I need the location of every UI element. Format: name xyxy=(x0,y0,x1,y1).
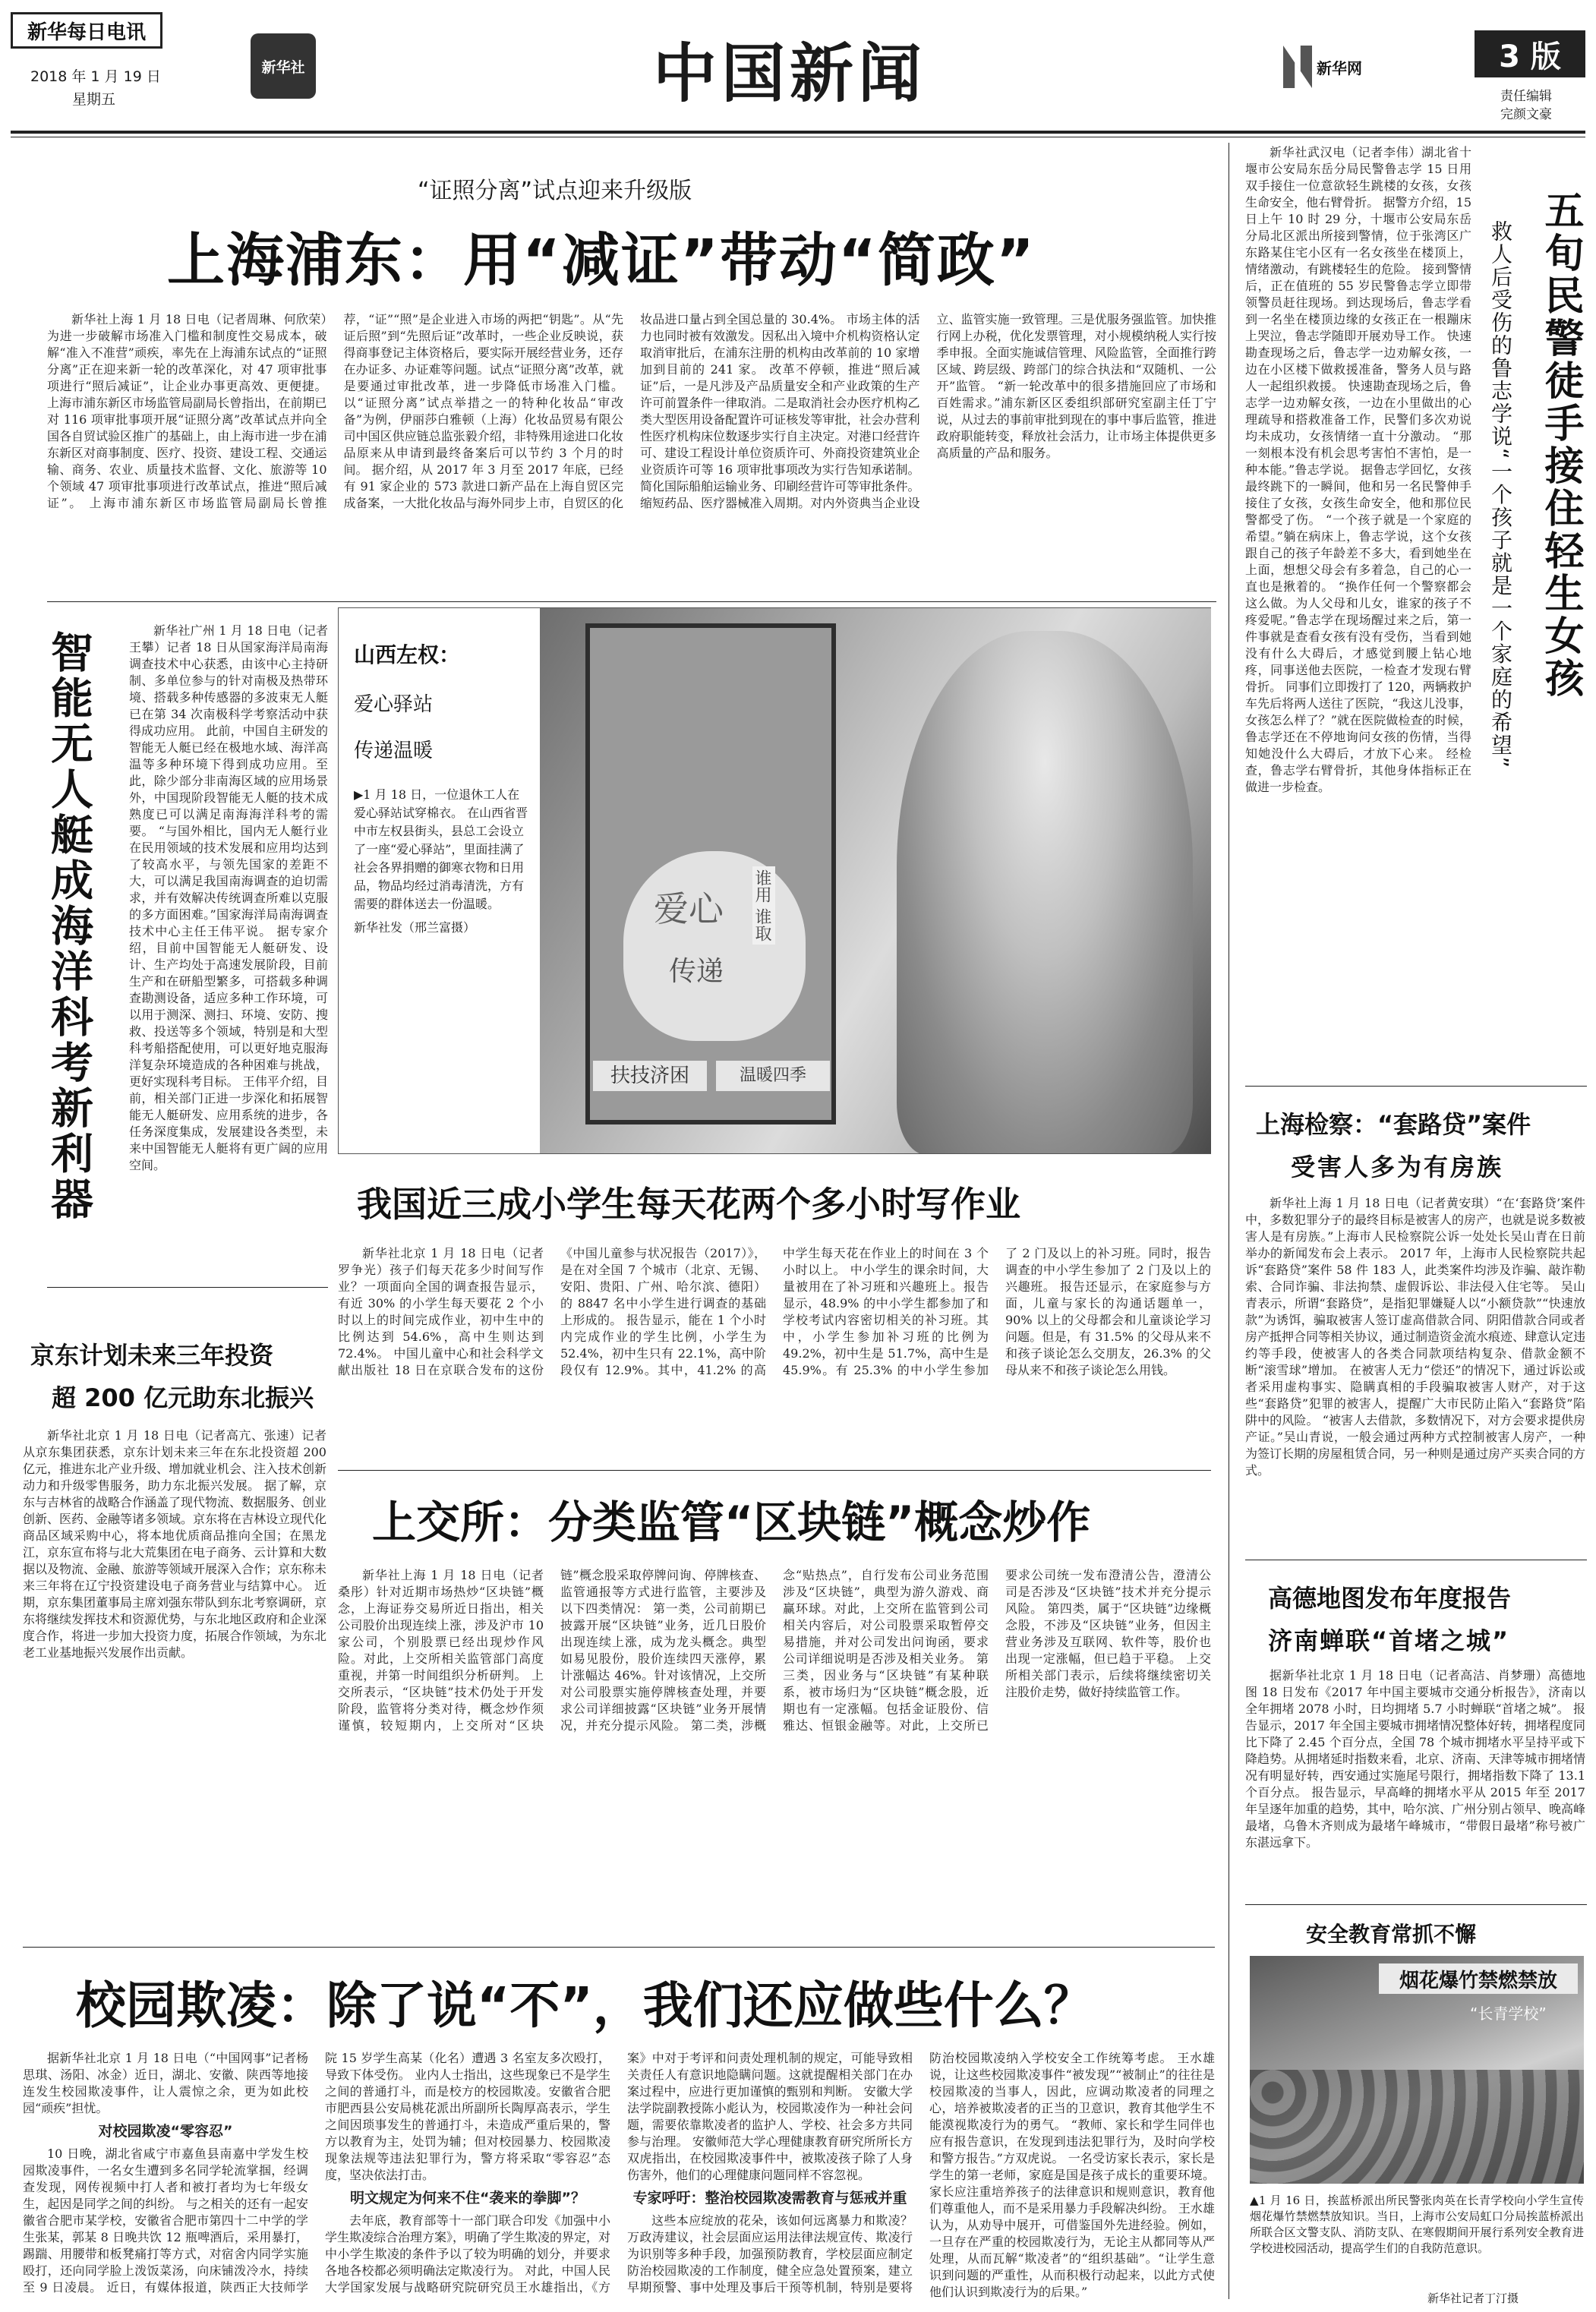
sign-text-1: 爱心 xyxy=(654,888,724,929)
police-kicker: 救人后受伤的鲁志学说“一个孩子就是一个家庭的希望” xyxy=(1488,220,1513,770)
photo-line1: 爱心驿站 xyxy=(354,693,434,716)
loan-body: 新华社上海 1 月 18 日电（记者黄安琪）“在‘套路贷’案件中，多数犯罪分子的最终目标是被害人的房产，也就是说多数被害人是有房族。”上海市人民检察院公诉一处处长吴山青在日前举办的新闻发布会上表示。 2017 年，上海市人民检察院共起诉“套路贷”案件 58 件 183 人，此类案件均涉及诈骗、敲诈勒索、合同诈骗、非法拘禁、虚假诉讼、非法侵入住宅等。 吴山青表示，所谓“套路贷”，是指犯罪嫌疑人以“小额贷款”“快速放款”为诱饵，骗取被害人签订虚高借款合同、阴阳借款合同或者房产抵押合同等相关协议，通过制造资金流水痕迹、肆意认定违约等手段，使被害人的各类合同款项结构复杂、借款金额不断“滚雪球”增加。 在被害人无力“偿还”的情况下，通过诉讼或者采用虚构事实、隐瞒真相的手段骗取被害人财产，对于这些“套路贷”犯罪的被害人，提醒广大市民防止陷入“套路贷”陷阱中的风险。 “被害人去借款，多数情况下，对方会要求提供房产证。”吴山青说，一般会通过两种方式控制被害人房产，一种为签订长期的房屋租赁合同，另一种则是通过房产买卖合同的方式。 xyxy=(1245,1196,1585,1478)
bullying-sub-2: 明文规定为何来不住“袭来的拳脚”？ xyxy=(350,2190,585,2206)
lead-headline: 上海浦东：用“减证”带动“简政” xyxy=(167,226,1036,294)
photo-elderly-man xyxy=(540,608,1211,1153)
xinhuanet-logo xyxy=(1283,39,1367,94)
photo-credit: 新华社发（邢兰富摄） xyxy=(354,920,476,935)
map-body: 据新华社北京 1 月 18 日电（记者高洁、肖梦珊）高德地图 18 日发布《2017 年中国主要城市交通分析报告》，济南以全年拥堵 2078 小时，日均拥堵 5.7 小时蝉联“首堵之城”。 报告显示，2017 年全国主要城市拥堵情况整体好转，拥堵程度同比下降了 2.45 个百分点，全国 78 个城市拥堵水平呈持平或下降趋势。从拥堵延时指数来看，北京、济南、天津等城市拥堵情况有明显好转，西安通过实施尾号限行，拥堵指数下降了 13.1 个百分点。 报告显示，早高峰的拥堵水平从 2015 年至 2017 年呈逐年加重的趋势，其中，哈尔滨、广州分别占领早、晚高峰最堵，乌鲁木齐则成为最堵午峰城市，“带假日最堵”称号被广东湛远拿下。 xyxy=(1245,1668,1585,1850)
editor-label: 责任编辑 xyxy=(1500,89,1552,104)
safety-credit: 新华社记者丁汀摄 xyxy=(1427,2291,1519,2305)
photo-caption: ▶1 月 18 日，一位退休工人在爱心驿站试穿棉衣。 在山西省晋中市左权县街头，县总工会设立了一座“爱心驿站”，里面挂满了社会各界捐赠的御寒衣物和日用品，物品均经过消毒清洗，方有需要的群体送去一份温暖。 xyxy=(354,787,528,911)
news-logo-text: 新华网 xyxy=(1317,58,1362,77)
homework-body: 新华社北京 1 月 18 日电（记者罗争光）孩子们每天花多少时间写作业？一项面向全国的调查报告显示，有近 30% 的小学生每天要花 2 个小时以上的时间完成作业，初中生中的比例达到 54.6%，高中生则达到 72.4%。 中国儿童中心和社会科学文献出版社 18 日在京联合发布的这份《中国儿童参与状况报告（2017）》，是在对全国 7 个城市（北京、无锡、安阳、贵阳、广州、哈尔滨、德阳）的 8847 名中小学生进行调查的基础上形成的。 报告显示，能在 1 个小时内完成作业的学生比例，小学生为 52.4%，初中生只有 22.1%，高中阶段仅有 12.9%。其中，41.2% 的高中学生每天花在作业上的时间在 3 个小时以上。 中小学生的课余时间，大量被用在了补习班和兴趣班上。报告显示，48.9% 的中小学生都参加了和学校考试内容密切相关的补习班。其中，小学生参加补习班的比例为 49.2%，初中生是 51.7%，高中生是 45.9%。有 25.3% 的中小学生参加了 2 门及以上的补习班。同时，报告调查的中小学生参加了 2 门及以上的兴趣班。 报告还显示，在家庭参与方面，儿童与家长的沟通话题单一，90% 以上的父母都会和儿童谈论学习问题。但是，有 31.5% 的父母从来不和孩子谈论怎么交朋友，26.3% 的父母从来不和孩子谈论怎么用钱。 xyxy=(338,1246,1211,1377)
rule-police-bottom xyxy=(1245,1086,1587,1087)
rule-drone-bottom xyxy=(47,1287,328,1288)
section-title: 中国新闻 xyxy=(653,36,927,111)
lead-body: 新华社上海 1 月 18 日电（记者周琳、何欣荣）为进一步破解市场准入门槛和制度性交易成本，破解“准入不准营”顽疾，率先在上海浦东试点的“证照分离”正在迎来新一轮的改革深化，对 47 项审批事项进行“照后减证”，让企业办事更高效、更便捷。 上海市浦东新区市场监管局副局长曾指出，在前期已对 116 项审批事项开展“证照分离”改革试点并向全国各自贸试验区推广的基础上，由上海市进一步在浦东新区对商事制度、医疗、投资、建设工程、交通运输、商务、农业、质量技术监督、文化、旅游等 10 个领域 47 项审批事项进行改革试点，推进“照后减证”。 上海市浦东新区市场监管局副局长曾推荐，“证”“照”是企业进入市场的两把“钥匙”。从“先证后照”到“先照后证”改革时，一些企业反映说，获得商事登记主体资格后，要实际开展经营业务，还存在办证多、办证难等问题。试点“证照分离”改革，就是要通过审批改革，进一步降低市场准入门槛。 以“证照分离”试点举措之一的特种化妆品“审改备”为例，伊丽莎白雅顿（上海）化妆品贸易有限公司中国区供应链总监张毅介绍，非特殊用途进口化妆品原来从申请到最终备案后可以节约 3 个月的时间。 据介绍，从 2017 年 3 月至 2017 年底，已经有 91 家企业的 573 款进口新产品在上海自贸区完成备案，一大批化妆品与海外同步上市，自贸区的化妆品进口量占到全国总量的 30.4%。 市场主体的活力也同时被有效激发。因私出入境中介机构资格认定取消审批后，在浦东注册的机构由改革前的 10 家增加到目前的 241 家。 改革不停顿，推进“照后减证”后，一是凡涉及产品质量安全和产业政策的生产许可前置条件一律取消。二是取消社会办医疗机构乙类大型医用设备配置许可证核发等审批，社会办营利性医疗机构床位数逐步实行自主决定。对港口经营许可、建设工程设计单位资质许可、外商投资建筑业企业资质许可等 16 项审批事项改为实行告知承诺制。简化国际船舶运输业务、印刷经营许可等审批条件。缩短药品、医疗器械准入周期。对内外资典当企业设立、监管实施一致管理。三是优服务强监管。加快推行网上办税，优化发票管理，对小规模纳税人实行按季申报。全面实施诚信管理、风险监管，全面推行跨区域、跨层级、跨部门的综合执法和“双随机、一公开”监管。 “新一轮改革中的很多措施回应了市场和百姓需求。”浦东新区区委组织部研究室副主任丁宁说，从过去的事前审批到现在的事中事后监管，推进政府职能转变，释放社会活力，让市场主体提供更多高质量的产品和服务。 xyxy=(47,312,1216,510)
photo-caption-panel xyxy=(354,639,528,1124)
jd-headline-2: 超 200 亿元助东北振兴 xyxy=(52,1383,314,1412)
loan-headline-2: 受害人多为有房族 xyxy=(1291,1153,1504,1181)
lead-kicker: “证照分离”试点迎来升级版 xyxy=(418,178,692,204)
blockchain-body: 新华社上海 1 月 18 日电（记者桑彤）针对近期市场热炒“区块链”概念，上海证券交易所近日指出，相关公司股价出现连续上涨，涉及沪市 10 家公司，个别股票已经出现炒作风险。对此，上交所相关监管部门高度重视，并第一时间组织分析研判。 上交所表示，“区块链”技术仍处于开发阶段，监管将分类对待，概念炒作须谨慎，较短期内，上交所对“区块链”概念股采取停牌问询、停牌核查、监管通报等方式进行监管，主要涉及以下四类情况： 第一类，公司前期已披露开展“区块链”业务，近几日股价出现连续上涨，成为龙头概念。典型如易见股份，股价连续四天涨停，累计涨幅达 46%。针对该情况，上交所对公司股票实施停牌核查处理，并要求公司详细披露“区块链”业务开展情况，并充分提示风险。 第二类，涉概念“贴热点”，自行发布公司业务范围涉及“区块链”，典型为游久游戏、商赢环球。对此，上交所在监管到公司相关内容后，对公司股票采取暂停交易措施，并对公司发出问询函，要求公司详细说明是否涉及相关业务。 第三类，因业务与“区块链”有某种联系，被市场归为“区块链”概念股，近期也有一定涨幅。包括金证股份、信雅达、恒银金融等。对此，上交所已要求公司统一发布澄清公告，澄清公司是否涉及“区块链”技术并充分提示风险。 第四类，属于“区块链”边缘概念股，不涉及“区块链”业务，但因主营业务涉及互联网、软件等，股价也出现一定涨幅，但已趋于平稳。 上交所相关部门表示，后续将继续密切关注股价走势，做好持续监管工作。 xyxy=(338,1568,1211,1733)
jd-headline-1: 京东计划未来三年投资 xyxy=(30,1341,274,1370)
bullying-body xyxy=(23,2050,1215,2304)
editor-name: 完颜文豪 xyxy=(1500,107,1552,122)
safety-photo xyxy=(1250,1956,1584,2184)
photo-line2: 传递温暖 xyxy=(354,740,434,762)
photo-person xyxy=(897,631,1193,1153)
paper-name-box xyxy=(11,12,162,49)
bullying-sub-1: 对校园欺凌“零容忍” xyxy=(98,2123,233,2140)
police-headline: 五旬民警徒手接住轻生女孩 xyxy=(1538,190,1583,700)
police-body: 新华社武汉电（记者李伟）湖北省十堰市公安局东岳分局民警鲁志学 15 日用双手接住一位意欲轻生跳楼的女孩，女孩生命安全，他右臂骨折。 据警方介绍，15 日上午 10 时 29 分，十堰市公安局东岳分局北区派出所接到警情，位于张湾区广东路某住宅小区有一名女孩坐在楼顶上，情绪激动，有跳楼轻生的危险。 接到警情后，正在值班的 55 岁民警鲁志学立即带领警员赶往现场。到达现场后，鲁志学看到一名坐在楼顶边缘的女孩正在一根蹦床上哭泣，鲁志学随即开展劝导工作。 快速勘查现场之后，鲁志学一边劝解女孩，一边在小区楼下做救援准备，警务人员与路人一起组织救援。 快速勘查现场之后，鲁志学一边劝解女孩，一边在小里做出的心理疏导和搭救准备工作，民警们多次劝说均未成功，女孩情绪一直十分激动。 “那一刻根本没有机会思考害怕不害怕，是一种本能。”鲁志学说。 据鲁志学回忆，女孩最终跳下的一瞬间，他和另一名民警伸手接住了女孩，女孩生命安全，他和那位民警都受了伤。 “一个孩子就是一个家庭的希望。”躺在病床上，鲁志学说，这个女孩跟自己的孩子年龄差不多大，看到她坐在上面，想想父母会有多着急，自己的心一直也是揪着的。 “换作任何一个警察都会这么做。为人父母和儿女，谁家的孩子不疼爱呢。”鲁志学在现场醒过来之后，第一件事就是查看女孩有没有受伤，当看到她没有什么大碍后，才感觉到腰上钻心地疼，同事送他去医院，一检查才发现右臂骨折。 同事们立即拨打了 120，两辆救护车先后将两人送往了医院，“我这儿没事，女孩怎么样了？”就在医院做检查的时候，鲁志学还在不停地询问女孩的伤情，当得知她没什么大碍后，才放下心来。 经检查，鲁志学右臂骨折，其他身体指标正在做进一步检查。 xyxy=(1245,145,1471,794)
xinhua-logo xyxy=(251,33,316,99)
bullying-para-a: 据新华社北京 1 月 18 日电（“中国网事”记者杨思琪、汤阳、冰金）近日，湖北、安徽、陕西等地接连发生校园欺凌事件，让人震惊之余，更为如此校园“顽疾”担忧。 xyxy=(23,2051,308,2115)
photo-box xyxy=(338,607,1211,1154)
bullying-para-b: 10 日晚，湖北省咸宁市嘉鱼县南嘉中学发生校园欺凌事件，一名女生遭到多名同学轮流掌掴，经调查发现，网传视频中打人者和被打者均为七年级女生，起因是同学之间的纠纷。 与之相关的还有一起安徽省合肥市某学校，安徽省合肥市第四十二中学的学生张某，郭某 8 日晚共饮 12 瓶啤酒后，采用暴打，踢踹、用腰带和板凳痛打等方式，对宿舍内同学实施殴打，还向同学脸上泼饭菜汤，向床铺泼冷水，持续至 9 日凌晨。 近日，有媒体报道，陕西正大技师学院 15 岁学生高某（化名）遭遇 3 名室友多次殴打，导致下体受伤。 业内人士指出，这些现象已不是学生之间的普通打斗，而是校方的校园欺凌。安徽省合肥市肥西县公安局桃花派出所副所长陶厚高表示，学生之间因琐事发生的普通打斗，未造成严重后果的，警方以教育为主，处罚为辅；但对校园暴力、校园欺凌现象法规等违法犯罪行为，警方将采取“零容忍”态度，坚决依法打击。 xyxy=(23,2051,610,2295)
paper-name: 新华每日电讯 xyxy=(27,21,146,44)
photo-title: 山西左权： xyxy=(354,642,461,667)
rule-homework-bottom xyxy=(338,1470,1211,1471)
xinhua-logo-text: 新华社 xyxy=(261,58,305,76)
safety-crowd xyxy=(1250,2070,1584,2184)
map-headline-1: 高德地图发布年度报告 xyxy=(1268,1584,1512,1613)
sign-text-2: 传递 xyxy=(669,956,724,987)
page-number: 3 版 xyxy=(1499,39,1561,74)
rule-mid-bottom xyxy=(23,1947,1215,1948)
issue-date: 2018 年 1 月 19 日 xyxy=(30,68,161,85)
masthead-rule-top xyxy=(11,131,1585,134)
safety-caption: ▲1 月 16 日，挨蓝桥派出所民警张肉英在长青学校向小学生宣传烟花爆竹禁燃禁放知识。当日，上海市公安局虹口分局挨蓝桥派出所联合区文警支队、消防支队、在寒假期间开展行系列安全教育进学校进校园活动，提高学生们的自我防范意识。 xyxy=(1250,2194,1584,2255)
news-logo-icon xyxy=(1283,46,1312,88)
masthead xyxy=(0,0,1596,144)
safety-banner-2: “长青学校” xyxy=(1470,2004,1547,2023)
loan-headline-1: 上海检察：“套路贷”案件 xyxy=(1256,1110,1531,1139)
safety-headline: 安全教育常抓不懈 xyxy=(1306,1922,1477,1947)
photo-heart-sign xyxy=(623,851,806,1041)
sign-banner-1: 扶技济困 xyxy=(593,1061,707,1091)
bullying-para-d: 这些本应绽放的花朵，该如何远离暴力和欺凌？万政涛建议，社会层面应运用法律法规宣传、欺凌行为识别等多种手段，加强预防教育，学校层面应制定防治校园欺凌的工作制度，健全应急处置预案，建立早期预警、事中处理及事后干预等机制，特别是要将防治校园欺凌纳入学校安全工作统筹考虑。 王水雄说，让这些校园欺凌事件“被发现”“被制止”的往往是校园欺凌的当事人，因此，应调动欺凌者的同理之心，培养被欺凌者的正当的卫意识，教育其他学生不能漠视欺凌行为的勇气。 “教师、家长和学生同伴也应有报告意识，在发现到违法犯罪行为，及时向学校和警方报告。”方双虎说。 一名受访家长表示，家长是学生的第一老师，家庭是国是孩子成长的重要环境。家长应注重培养孩子的法律意识和规则意识，教育他们尊重他人，而不是采用暴力手段解决纠纷。 王水雄认为，从劝导中展开，可借鉴国外先进经验。例如，一旦存在严重的校园欺凌行为，无论主从都同等从严处理，从而瓦解“欺凌者”的“组织基础”。“让学生意识到问题的严重性，从而积极行动起来，以此方式使他们认识到欺凌行为的后果。” xyxy=(627,2051,1215,2299)
drone-body: 新华社广州 1 月 18 日电（记者王攀）记者 18 日从国家海洋局南海调查技术中心获悉，由该中心主持研制、多单位参与的针对南极及热带环境、搭载多种传感器的多波束无人艇已在第 34 次南极科学考察活动中获得成功应用。 此前，中国自主研发的智能无人艇已经在极地水域、海洋高温等多种环境下得到成功应用。至此，除少部分非南海区域的应用场景外，中国现阶段智能无人艇的技术成熟度已可以满足南海海洋科考的需要。 “与国外相比，国内无人艇行业在民用领域的技术发展和应用均达到了较高水平，与领先国家的差距不大，可以满足我国南海调查的迫切需求，并有效解决传统调查所难以克服的多方面困难。”国家海洋局南海调查技术中心主任王伟平说。 据专家介绍，目前中国智能无人艇研发、设计、生产均处于高速发展阶段，目前生产和在研船型繁多，可搭载多种调查勘测设备，适应多种工作环境，可以用于测深、测扫、环境、安防、搜救、投送等多个领域，特别是和大型科考船搭配使用，可以更好地克服海洋复杂环境造成的各种困难与挑战，更好实现科考目标。 王伟平介绍，目前，相关部门正进一步深化和拓展智能无人艇研发、应用系统的进步，各任务深度集成，发展建设各类型，未来中国智能无人艇将有更广阔的应用空间。 xyxy=(129,623,328,1172)
page-number-box xyxy=(1475,30,1585,77)
sign-banner-2: 温暖四季 xyxy=(716,1061,830,1091)
jd-body: 新华社北京 1 月 18 日电（记者高亢、张速）记者从京东集团获悉，京东计划未来三年在东北投资超 200 亿元，推进东北产业升级、增加就业机会、注入技术创新动力和升级零售服务，助力东北振兴发展。 据了解，京东与吉林省的战略合作涵盖了现代物流、数据服务、创业创新、医药、金融等诸多领域。京东将在吉林设立现代化商品区域采购中心，将本地优质商品推向全国；在黑龙江，京东宣布将与北大荒集团在电子商务、云计算和大数据以及物流、金融、旅游等领域开展深入合作；京东称未来三年将在辽宁投资建设电子商务营业与结算中心。 近期，京东集团董事局主席刘强东带队到东北考察调研，京东将继续发挥技术和资源优势，与东北地区政府和企业深度合作，将进一步加大投资力度，拓展合作领域，为东北老工业基地振兴发展作出贡献。 xyxy=(23,1428,326,1660)
bullying-para-c: 去年底，教育部等十一部门联合印发《加强中小学生欺凌综合治理方案》，明确了学生欺凌的界定，对中小学生欺凌的条件予以了较为明确的划分，并要求各地各校都必须明确法定欺凌行为。 对此，中国人民大学国家发展与战略研究院研究员王水雄指出，《方案》中对于考评和问责处理机制的规定，可能导致相关责任人有意识地隐瞒问题。这就提醒相关部门在办案过程中，应进行更加谨慎的甄别和判断。 安徽大学法学院副教授陈小彪认为，校园欺凌作为一种社会问题，需要依靠欺凌者的监护人、学校、社会多方共同参与治理。 安徽师范大学心理健康教育研究所所长方双虎指出，在校园欺凌事件中，被欺凌孩子除了人身伤害外，他们的心理健康问题同样不容忽视。 xyxy=(325,2051,913,2295)
bullying-headline: 校园欺凌：除了说“不”，我们还应做些什么？ xyxy=(76,1976,1094,2035)
issue-weekday: 星期五 xyxy=(72,91,116,108)
rule-map-bottom xyxy=(1245,1904,1587,1905)
drone-headline: 智能无人艇成海洋科考新利器 xyxy=(44,630,93,1222)
safety-banner-text: 烟花爆竹禁燃禁放 xyxy=(1399,1969,1557,1992)
rule-lead-bottom xyxy=(47,601,1216,602)
bullying-sub-3: 专家呼吁：整治校园欺凌需教育与惩戒并重 xyxy=(632,2190,907,2206)
safety-banner xyxy=(1379,1963,1578,1994)
map-headline-2: 济南蝉联“首堵之城” xyxy=(1268,1626,1510,1655)
homework-headline: 我国近三成小学生每天花两个多小时写作业 xyxy=(357,1184,1020,1225)
sign-text-3: 谁用 谁取 xyxy=(752,866,775,945)
blockchain-headline: 上交所：分类监管“区块链”概念炒作 xyxy=(372,1497,1091,1548)
